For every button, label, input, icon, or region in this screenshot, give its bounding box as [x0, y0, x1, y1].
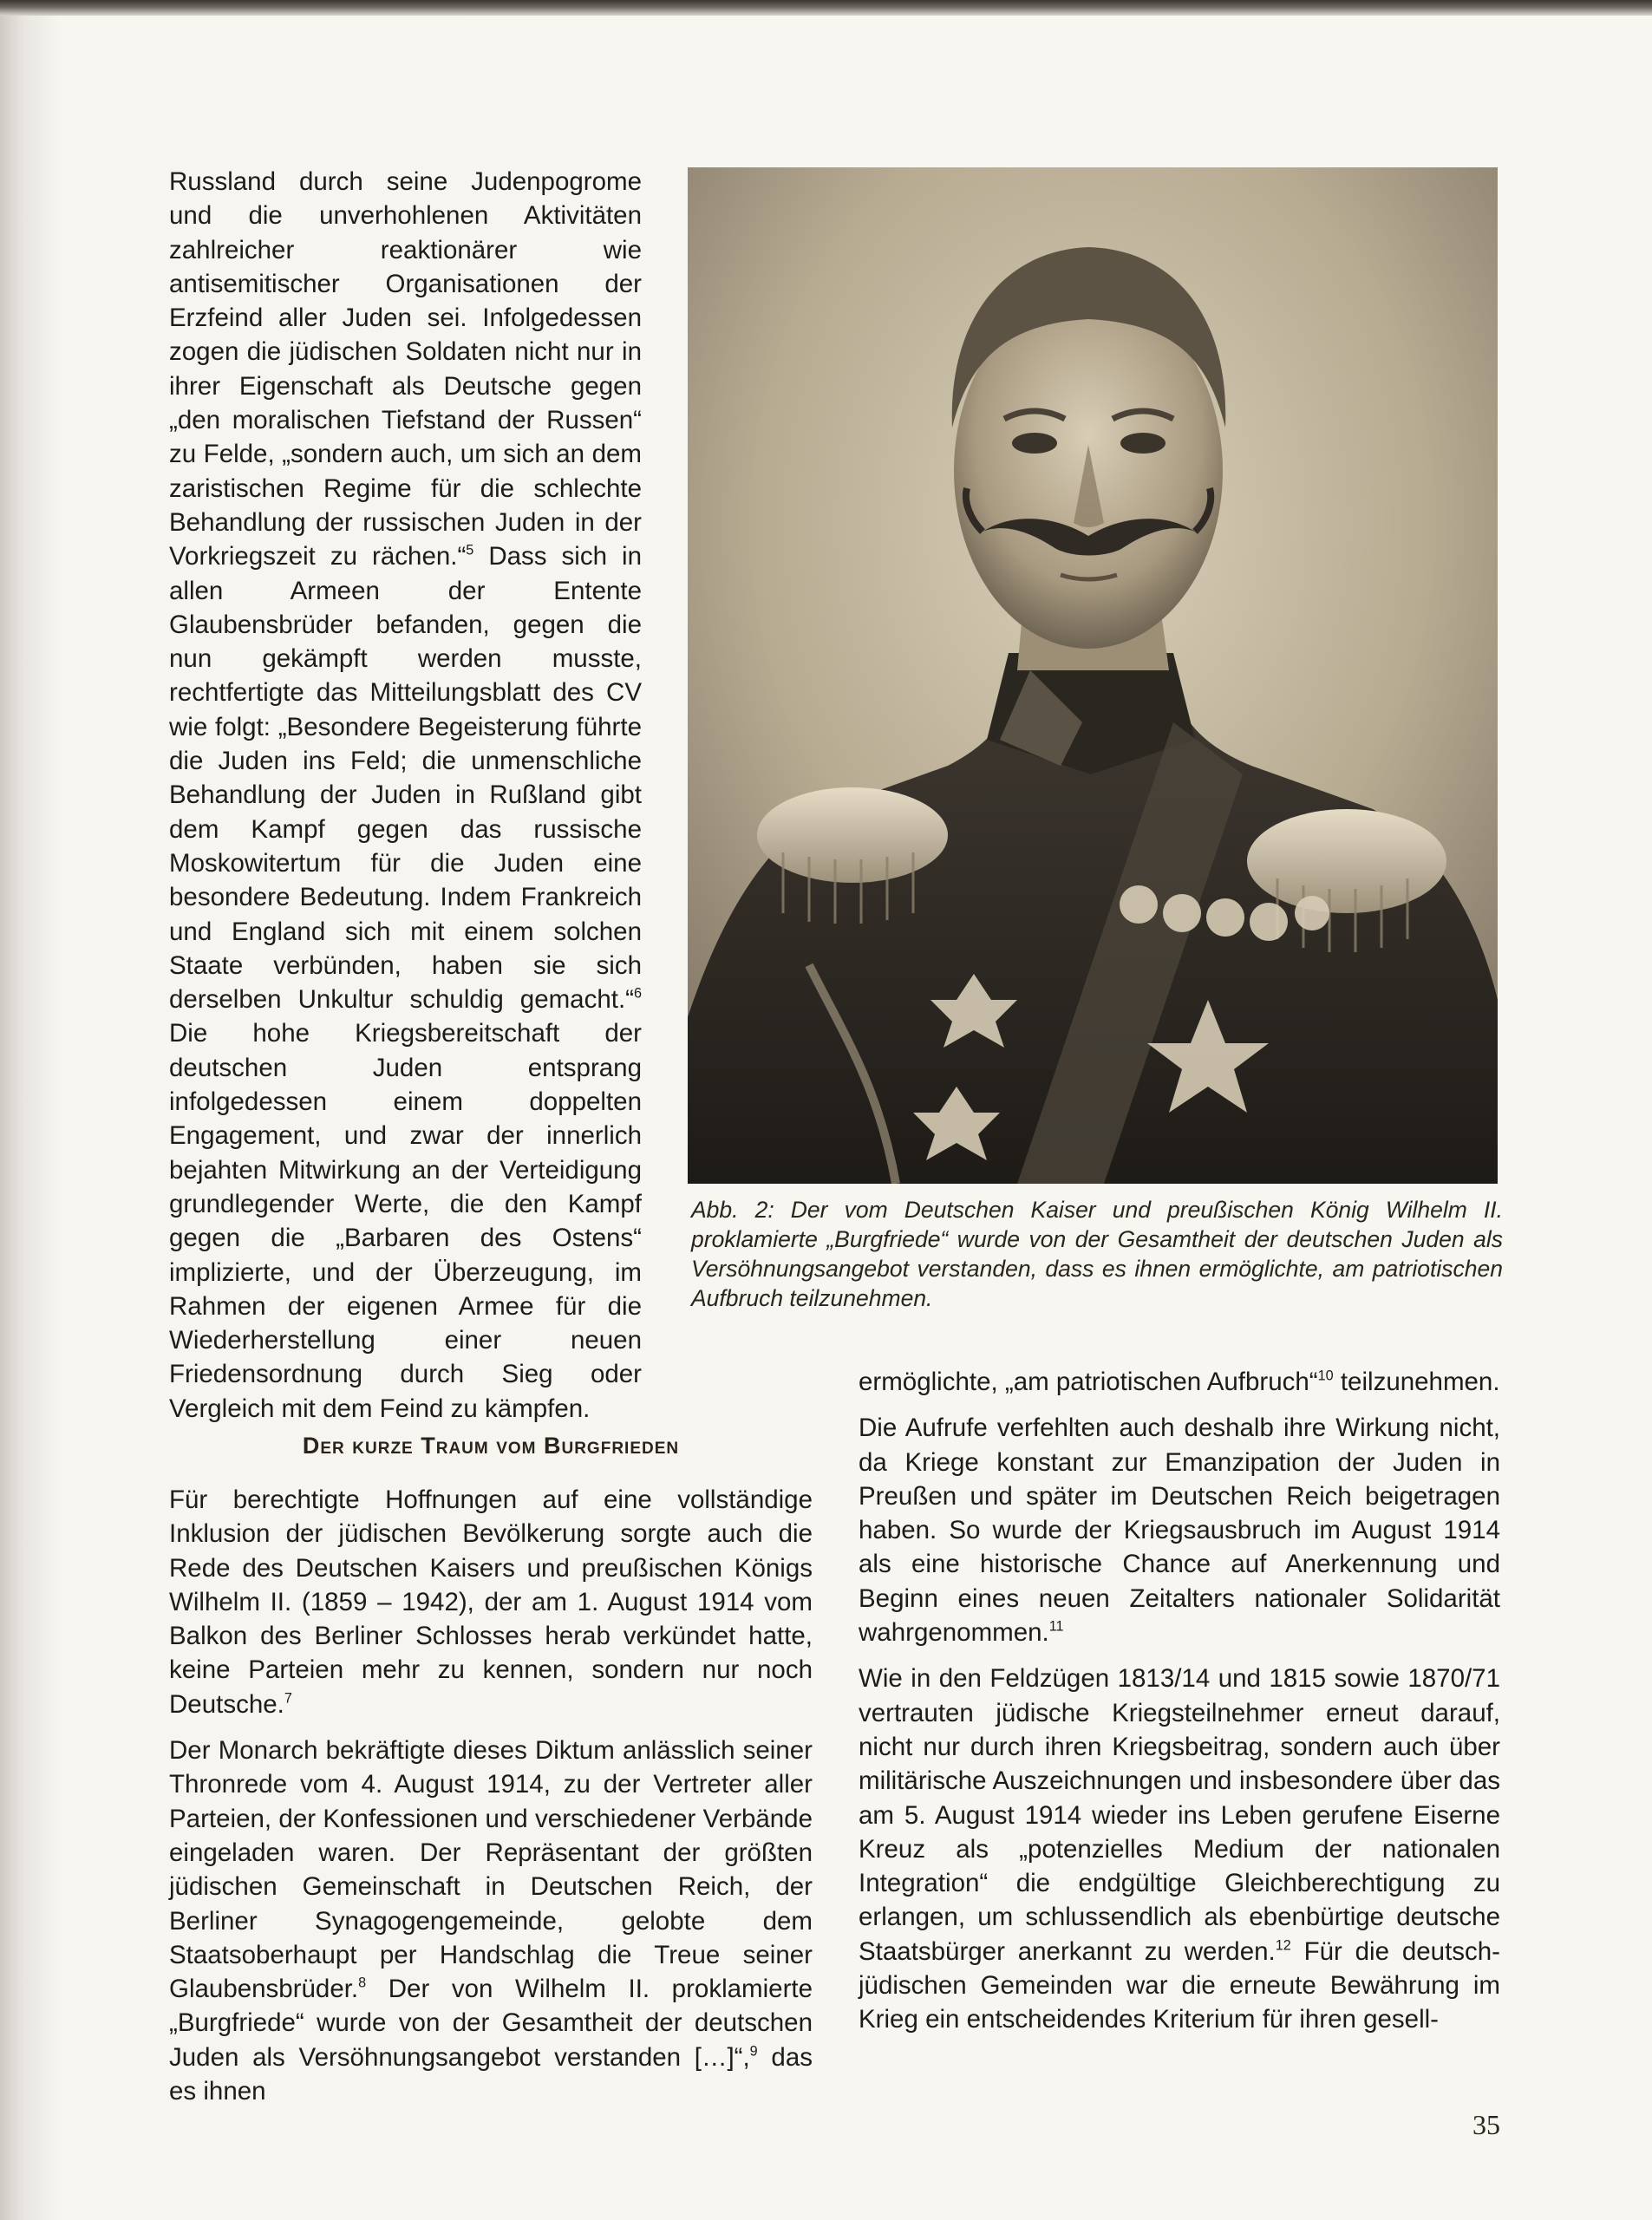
- paragraph: [169, 1483, 813, 1721]
- footnote-marker[interactable]: 12: [1275, 1937, 1291, 1954]
- paragraph: [859, 1411, 1500, 1649]
- text-run: Die hohe Kriegsbereitschaft der deutschen Juden entsprang infolgedessen einem doppelten Engagement, und zwar der innerlich bejahten Mitwirkung an der Verteidigung grundlegender Werte, die den Kampf gegen die „Barbaren des Ostens“ implizierte, und der Überzeugung, im Rahmen der eigenen Armee für die Wiederherstellung einer neuen Friedensordnung durch Sieg oder Vergleich mit dem Feind zu kämpfen.: [169, 1019, 642, 1423]
- page-top-edge: [0, 0, 1652, 16]
- figure-caption: Abb. 2: Der vom Deutschen Kaiser und preußischen König Wilhelm II. proklamierte „Burgfriede“ wurde von der Gesamtheit der deutschen Juden als Versöhnungsangebot verstanden, dass es ihnen ermöglichte, am patriotischen Aufbruch teilzunehmen.: [691, 1197, 1503, 1311]
- footnote-marker[interactable]: 6: [633, 985, 642, 1002]
- text-run: das es ihnen: [169, 2042, 813, 2106]
- text-run: Für berechtigte Hoffnungen auf eine vollständige Inklusion der jüdischen Bevölkerung sorgte auch die Rede des Deutschen Kaisers und preußischen Königs Wilhelm II. (1859 – 1942), der am 1. August 1914 vom Balkon des Berliner Schlosses herab verkündet hatte, keine Parteien mehr zu kennen, sondern nur noch Deutsche.: [169, 1485, 813, 1719]
- text-run: Der von Wilhelm II. proklamierte „Burgfriede“ wurde von der Gesamtheit der deutschen Juden als Versöhnungsangebot verstanden […]“,: [169, 1975, 813, 2072]
- text-run: ermöglichte, „am patriotischen Aufbruch“: [859, 1368, 1318, 1396]
- paragraph: [859, 1662, 1500, 2036]
- text-run: Russland durch seine Judenpogrome und die unverhohlenen Aktivitäten zahlreicher reaktionärer wie antisemitischer Organisationen der Erzfeind aller Juden sei. Infolgedessen zogen die jüdischen Soldaten nicht nur in ihrer Eigenschaft als Deutsche gegen „den moralischen Tiefstand der Russen“ zu Felde, „sondern auch, um sich an dem zaristischen Regime für die schlechte Behandlung der russischen Juden in der Vorkriegszeit zu rächen.“: [169, 167, 642, 571]
- text-run: Für die deutsch-jüdischen Gemeinden war die erneute Bewährung im Krieg ein entscheidendes Kriterium für ihren gesell-: [859, 1936, 1500, 2034]
- text-run: Die Aufrufe verfehlten auch deshalb ihre Wirkung nicht, da Kriege konstant zur Emanzipation der Juden in Preußen und später im Deutschen Reich beigetragen haben. So wurde der Kriegsausbruch im August 1914 als eine historische Chance auf Anerkennung und Beginn eines neuen Zeitalters nationaler Solidarität wahrgenommen.: [859, 1414, 1500, 1648]
- footnote-marker[interactable]: 11: [1048, 1618, 1064, 1635]
- section-heading: Der kurze Traum vom Burgfrieden: [302, 1433, 680, 1459]
- portrait-photo: [688, 167, 1498, 1184]
- footnote-marker[interactable]: 5: [466, 542, 474, 558]
- paragraph: [169, 1734, 813, 2108]
- paragraph: [169, 165, 642, 1426]
- footnote-marker[interactable]: 8: [358, 1975, 367, 1991]
- right-column-bottom: [859, 1365, 1500, 2037]
- paragraph: [859, 1365, 1500, 1399]
- footnote-marker[interactable]: 10: [1317, 1368, 1334, 1384]
- left-column-top: [169, 165, 642, 1426]
- footnote-marker[interactable]: 9: [749, 2043, 758, 2060]
- left-column-bottom: [169, 1483, 813, 2108]
- text-run: Der Monarch bekräftigte dieses Diktum anlässlich seiner Thronrede vom 4. August 1914, zu der Vertreter aller Parteien, der Konfessionen und verschiedener Verbände eingeladen waren. Der Repräsentant der größten jüdischen Gemeinschaft in Deutschen Reich, der Berliner Synagogengemeinde, gelobte dem Staatsoberhaupt per Handschlag die Treue seiner Glaubensbrüder.: [169, 1736, 813, 2004]
- footnote-marker[interactable]: 7: [284, 1690, 292, 1707]
- text-run: Dass sich in allen Armeen der Entente Glaubensbrüder befanden, gegen die nun gekämpft werden musste, rechtfertigte das Mitteilungsblatt des CV wie folgt: „Besondere Begeisterung führte die Juden ins Feld; die unmenschliche Behandlung der Juden in Rußland gibt dem Kampf gegen das russische Moskowitertum für die Juden eine besondere Bedeutung. Indem Frankreich und England sich mit einem solchen Staate verbünden, haben sie sich derselben Unkultur schuldig gemacht.“: [169, 542, 642, 1015]
- text-run: teilzunehmen.: [1333, 1368, 1500, 1396]
- page-number: 35: [1472, 2109, 1500, 2140]
- text-run: Wie in den Feldzügen 1813/14 und 1815 sowie 1870/71 vertrauten jüdische Kriegsteilnehmer erneut darauf, nicht nur durch ihren Kriegsbeitrag, sondern auch über militärische Auszeichnungen und insbesondere über das am 5. August 1914 wieder ins Leben gerufene Eiserne Kreuz als „potenzielles Medium der nationalen Integration“ die endgültige Gleichberechtigung zu erlangen, um schlussendlich als ebenbürtige deutsche Staatsbürger anerkannt zu werden.: [859, 1664, 1500, 1966]
